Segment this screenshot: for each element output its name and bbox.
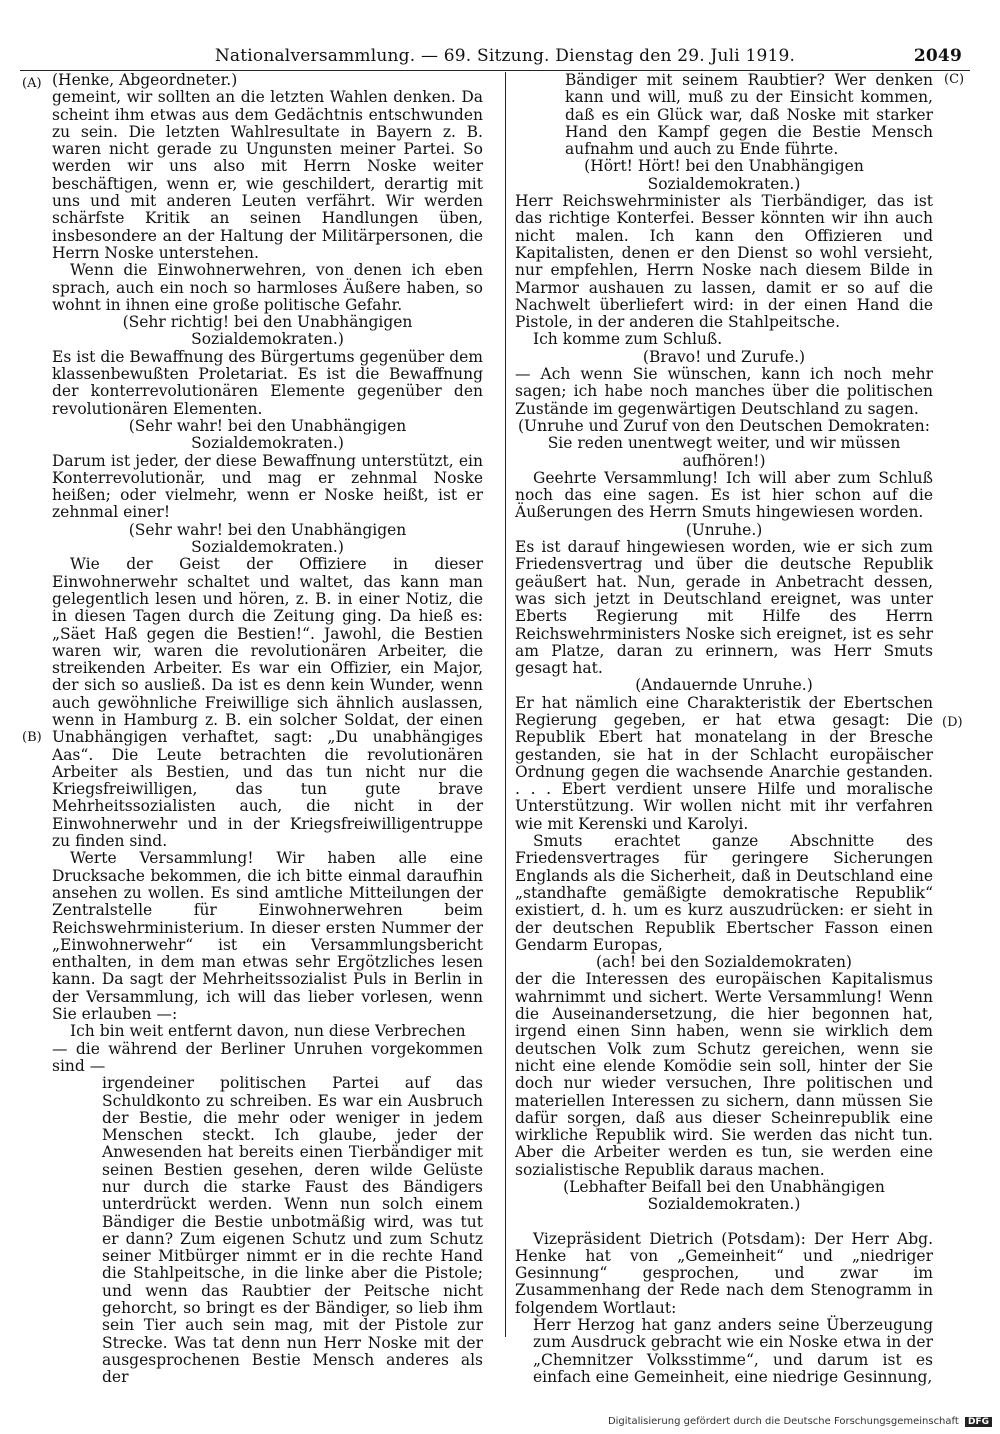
paragraph: der die Interessen des europäischen Kapitalismus wahrnimmt und sichert. Werte Versammlung! Wenn die Auseinandersetzung, die hier begonnen hat, irgend einen Sinn haben, wenn sie wirklich dem deutschen Volk zum Schutz gereichen, wenn sie nicht eine elende Komödie sein soll, hinter der Sie doch nur wieder versuchen, Ihre politischen und materiellen Interessen zu sichern, dann müssen Sie dafür sorgen, daß aus dieser Scheinrepublik eine wirkliche Republik wird. Sie werden das nicht tun. Aber die Arbeiter werden es tun, sie werden eine sozialistische Republik daraus machen. bbox=[515, 970, 933, 1179]
quote: Herr Herzog hat ganz anders seine Überzeugung zum Ausdruck gebracht wie ein Noske etwa in der „Chemnitzer Volksstimme“, und darum ist es einfach eine Gemeinheit, eine niedrige Gesinnung, bbox=[533, 1316, 933, 1386]
paragraph: Es ist darauf hingewiesen worden, wie er sich zum Friedensvertrag und über die deutsche Republik geäußert hat. Nun, gerade in Anbetracht dessen, was sich jetzt in Deutschland ereignet, was unter Eberts Regierung mit Hilfe des Herrn Reichswehrministers Noske sich ereignet, ist es sehr am Platze, daran zu erinnern, was Herr Smuts gesagt hat. bbox=[515, 538, 933, 678]
paragraph: — die während der Berliner Unruhen vorgekommen sind — bbox=[52, 1039, 483, 1075]
paragraph: Herr Reichswehrminister als Tierbändiger, das ist das richtige Konterfei. Besser könnten wir ihn auch nicht malen. Ich kann den Offizieren und Kapitalisten, denen er den Dienst so wohl versieht, nur empfehlen, Herrn Noske nach diesem Bilde in Marmor aushauen zu lassen, damit er so auf die Nachwelt überliefert wird: in der einen Hand die Pistole, in der anderen die Stahlpeitsche. bbox=[515, 192, 933, 332]
interjection: (Andauernde Unruhe.) bbox=[635, 676, 813, 695]
paragraph: Werte Versammlung! Wir haben alle eine Drucksache bekommen, die ich bitte einmal daraufhin ansehen zu wollen. Es sind amtliche Mitteilungen der Zentralstelle für Einwohnerwehren beim Reichswehrministerium. In dieser ersten Nummer der „Einwohnerwehr“ ist ein Versammlungsbericht enthalten, in dem man etwas sehr Ergötzliches lesen kann. Da sagt der Mehrheitssozialist Puls in Berlin in der Versammlung, ich will das lieber vorlesen, wenn Sie erlauben —: bbox=[52, 849, 483, 1024]
paragraph: Wenn die Einwohnerwehren, von denen ich eben sprach, auch ein noch so harmloses Äußere haben, so wohnt in ihnen eine große politische Gefahr. bbox=[52, 261, 483, 314]
interjection: (Sehr wahr! bei den Unabhängigen Sozialdemokraten.) bbox=[128, 416, 407, 453]
margin-mark-d: (D) bbox=[942, 715, 963, 730]
interjection: (ach! bei den Sozialdemokraten) bbox=[596, 953, 852, 972]
running-title: Nationalversammlung. — 69. Sitzung. Dienstag den 29. Juli 1919. bbox=[214, 46, 796, 66]
interjection: (Bravo! und Zurufe.) bbox=[642, 347, 806, 366]
speaker-line: (Henke, Abgeordneter.) bbox=[52, 71, 238, 89]
footer-text: Digitalisierung gefördert durch die Deutsche Forschungsgemeinschaft bbox=[607, 1416, 959, 1427]
interjection: (Sehr wahr! bei den Unabhängigen Sozialdemokraten.) bbox=[128, 520, 407, 557]
paragraph: Vizepräsident Dietrich (Potsdam): Der Herr Abg. Henke hat von „Gemeinheit“ und „niedriger Gesinnung“ gesprochen, und zwar im Zusammenhang der Rede nach dem Stenogramm in folgendem Wortlaut: bbox=[515, 1229, 933, 1317]
interjection: (Sehr richtig! bei den Unabhängigen Sozialdemokraten.) bbox=[122, 313, 413, 349]
page-number: 2049 bbox=[913, 46, 962, 66]
right-column bbox=[515, 72, 933, 1386]
dfg-logo: DFG bbox=[965, 1417, 992, 1427]
margin-mark-c: (C) bbox=[944, 72, 965, 87]
paragraph: gemeint, wir sollten an die letzten Wahlen denken. Da scheint ihm etwas aus dem Gedächtnis entschwunden zu sein. Die letzten Wahlresultate in Bayern z. B. waren nicht gerade zu Ungunsten meiner Partei. So werden wir uns also mit Herrn Noske weiter beschäftigen, wenn er, wie geschildert, derartig mit uns und mit anderen Leuten verfährt. Wir werden schärfste Kritik an seinen Handlungen üben, insbesondere an der Haltung der Militärpersonen, die Herrn Noske unterstehen. bbox=[52, 88, 483, 262]
paragraph: Smuts erachtet ganze Abschnitte des Friedensvertrages für geringere Sicherungen Englands als die Sicherheit, daß in Deutschland eine „standhafte gemäßigte demokratische Republik“ existiert, d. h. um es kurz auszudrücken: er sieht in der deutschen Republik Ebertscher Fasson einen Gendarm Europas, bbox=[515, 832, 933, 954]
column-divider bbox=[505, 72, 506, 1337]
paragraph: Wie der Geist der Offiziere in dieser Einwohnerwehr schaltet und waltet, das kann man gelegentlich lesen und hören, z. B. in einer Notiz, die in diesen Tagen durch die Zeitung ging. Da hieß es: „Säet Haß gegen die Bestien!“. Jawohl, die Bestien waren wir, waren die revolutionären Arbeiter, die streikenden Arbeiter. Es war ein Offizier, ein Major, der sich so ausließ. Da ist es denn kein Wunder, wenn auch gewöhnliche Freiwillige sich ähnlich auslassen, wenn in Hamburg z. B. ein solcher Soldat, der einen Unabhängigen verhaftet, sagt: „Du unabhängiges Aas“. Die Leute betrachten die revolutionären Arbeiter als Bestien, und das tun nicht nur die Kriegsfreiwilligen, das tun gute brave Mehrheitssozialisten auch, die nicht in der Einwohnerwehr und in der Kriegsfreiwilligentruppe zu finden sind. bbox=[52, 555, 483, 851]
paragraph: Er hat nämlich eine Charakteristik der Ebertschen Regierung gegeben, er hat etwa gesagt: Die Republik Ebert hat monatelang in der Bresche gestanden, sie hat in der Schlacht europäischer Ordnung gegen die wachsende Anarchie gestanden. . . . Ebert verdient unsere Hilfe und moralische Unterstützung. Wir wollen nicht mit ihr verfahren wie mit Kerenski und Karolyi. bbox=[515, 693, 933, 833]
interjection: (Lebhafter Beifall bei den Unabhängigen Sozialdemokraten.) bbox=[563, 1178, 885, 1214]
footer-credit bbox=[608, 1416, 992, 1427]
paragraph: Es ist die Bewaffnung des Bürgertums gegenüber dem klassenbewußten Proletariat. Es ist die Bewaffnung der konterrevolutionären Elemente gegenüber den revolutionären Elementen. bbox=[52, 347, 483, 418]
quote: irgendeiner politischen Partei auf das Schuldkonto zu schreiben. Es war ein Ausbruch der Bestie, die mehr oder weniger in jedem Menschen steckt. Ich glaube, jeder der Anwesenden hat bereits einen Tierbändiger mit seinen Bestien gesehen, deren wilde Gelüste nur durch die starke Faust des Bändigers unterdrückt werden. Wenn nun solch einem Bändiger die Bestie unbotmäßig wird, was tut er dann? Zum eigenen Schutz und zum Schutz seiner Mitbürger nimmt er in die rechte Hand die Stahlpeitsche, in die linke aber die Pistole; und wenn das Raubtier der Peitsche nicht gehorcht, so bringt es der Bändiger, so lieb ihm sein Tier auch sein mag, mit der Pistole zur Strecke. Was tat denn nun Herr Noske mit der ausgesprochenen Bestie Mensch anderes als der bbox=[102, 1074, 483, 1387]
paragraph: Geehrte Versammlung! Ich will aber zum Schluß noch das eine sagen. Es ist hier schon auf die Äußerungen des Herrn Smuts hingewiesen worden. bbox=[515, 468, 933, 522]
paragraph: Ich komme zum Schluß. bbox=[533, 330, 723, 349]
interjection: (Unruhe.) bbox=[685, 520, 763, 539]
margin-mark-a: (A) bbox=[22, 76, 42, 91]
page-header bbox=[30, 46, 980, 68]
interjection: (Unruhe und Zuruf von den Deutschen Demokraten: Sie reden unentwegt weiter, und wir müssen aufhören!) bbox=[518, 416, 930, 470]
interjection: (Hört! Hört! bei den Unabhängigen Sozialdemokraten.) bbox=[584, 157, 864, 193]
quote: Bändiger mit seinem Raubtier? Wer denken kann und will, muß zu der Einsicht kommen, daß es ein Glück war, daß Noske mit starker Hand den Kampf gegen die Bestie Mensch aufnahm und auch zu Ende führte. bbox=[565, 71, 933, 159]
quote: Ich bin weit entfernt davon, nun diese Verbrechen bbox=[70, 1022, 466, 1041]
paragraph: — Ach wenn Sie wünschen, kann ich noch mehr sagen; ich habe noch manches über die politischen Zustände im gegenwärtigen Deutschland zu sagen. bbox=[515, 365, 933, 418]
paragraph: Darum ist jeder, der diese Bewaffnung unterstützt, ein Konterrevolutionär, und mag er zehnmal Noske heißen; oder vielmehr, wenn er Noske heißt, ist er zehnmal einer! bbox=[52, 451, 483, 522]
margin-mark-b: (B) bbox=[22, 730, 42, 745]
left-column bbox=[52, 72, 483, 1387]
